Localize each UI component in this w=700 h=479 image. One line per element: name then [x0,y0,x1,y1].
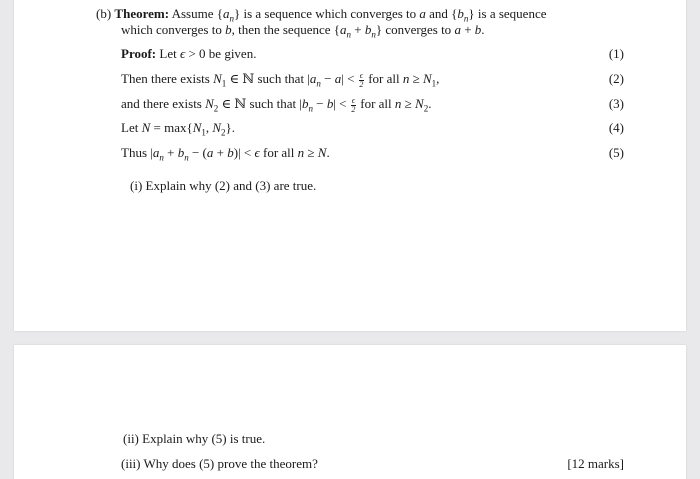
proof-heading: Proof: [121,46,157,61]
proof-step-5: Thus $|a_n + b_n - (a + b)| < \epsilon$ for all n ≥ N. [121,145,330,163]
epsilon-half-fraction: $\frac{\epsilon}{2}$ [351,95,356,114]
equation-number-3: (3) [608,96,624,111]
question-2: (ii) Explain why (5) is true. [123,431,266,446]
theorem-line-2: which converges to b, then the sequence $\{a_n + b_n\}$ converges to a + b. [121,22,485,40]
theorem-line-1: (b) Theorem: Assume $\{a_n\}$ is a sequence which converges to a and $\{b_n\}$ is a sequence [96,6,547,24]
part-label: (b) [96,6,112,21]
bottom-page-card [14,345,686,479]
equation-number-4: (4) [608,120,624,135]
question-3: (iii) Why does (5) prove the theorem? [121,456,318,471]
proof-step-1: Proof: Let ϵ > 0 be given. [121,46,257,61]
marks-label: [12 marks] [567,456,624,471]
question-1: (i) Explain why (2) and (3) are true. [130,178,317,193]
theorem-heading: Theorem: [114,6,170,21]
equation-number-2: (2) [608,71,624,86]
equation-number-5: (5) [608,145,624,160]
equation-number-1: (1) [608,46,624,61]
top-page-card [14,0,686,331]
proof-step-3: and there exists $N_2$ ∈ ℕ such that $|b_n - b|$ < $\frac{\epsilon}{2}$ for all $n \ge N_2$. [121,95,432,114]
proof-step-2: Then there exists $N_1$ ∈ ℕ such that $|a_n - a|$ < $\frac{\epsilon}{2}$ for all $n \ge N_1$, [121,70,440,89]
proof-step-4: Let $N = \max\{N_1$, $N_2$}. [121,120,236,138]
epsilon-half-fraction: $\frac{\epsilon}{2}$ [359,70,364,89]
